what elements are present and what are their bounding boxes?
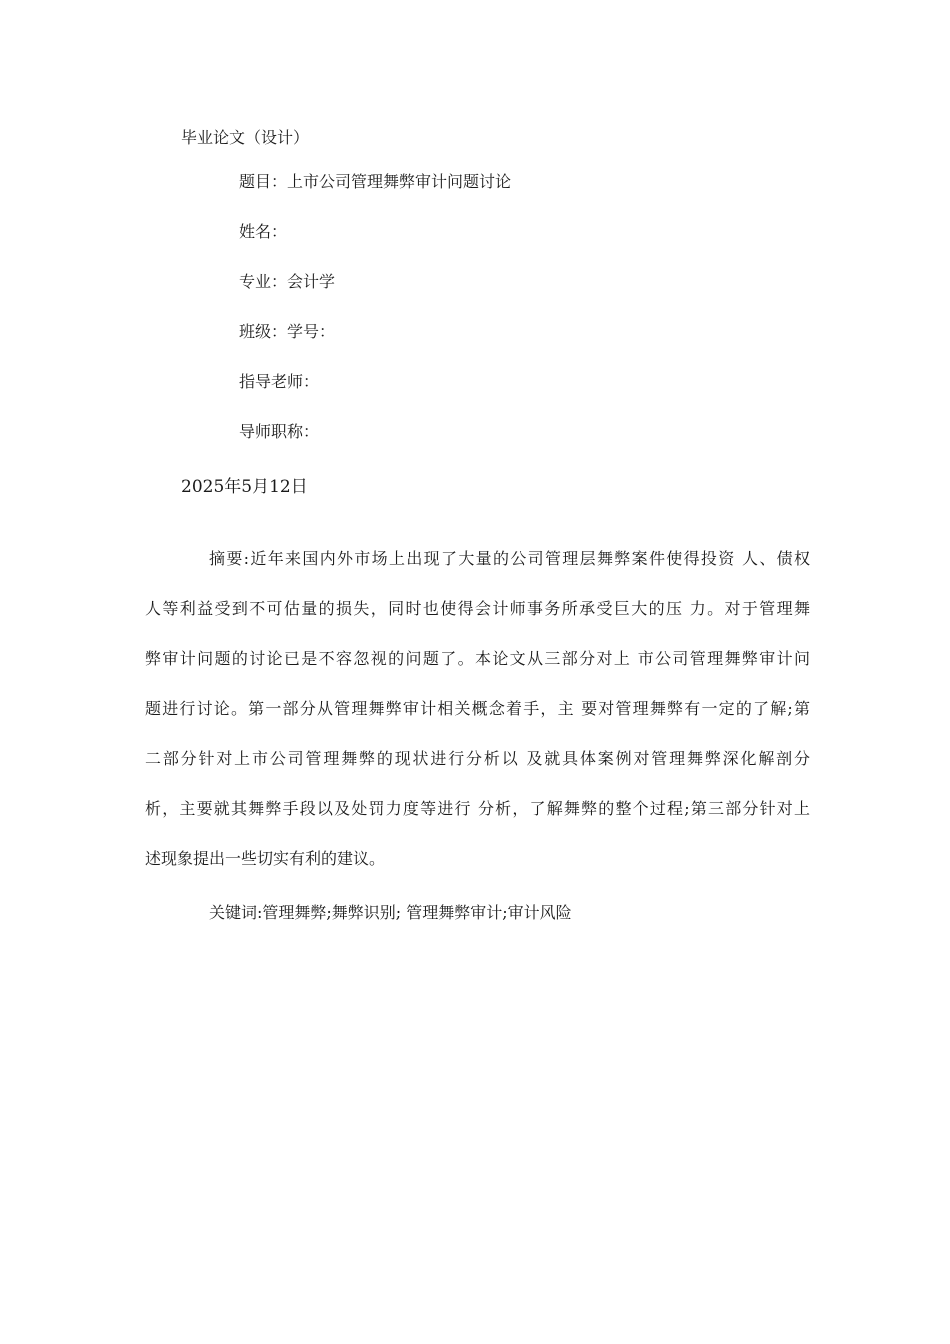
abstract-line: 析，主要就其舞弊手段以及处罚力度等进行 分析，了解舞弊的整个过程;第三部分针对上 <box>145 799 810 818</box>
advisor-rank-field: 导师职称： <box>239 422 320 441</box>
document-type: 毕业论文（设计） <box>181 128 310 147</box>
class-id-field: 班级：学号： <box>239 322 336 341</box>
thesis-title-field: 题目：上市公司管理舞弊审计问题讨论 <box>239 172 512 191</box>
abstract-line: 弊审计问题的讨论已是不容忽视的问题了。本论文从三部分对上 市公司管理舞弊审计问 <box>145 649 810 668</box>
student-name-field: 姓名： <box>239 222 288 241</box>
abstract-paragraph <box>145 543 810 893</box>
major-field: 专业：会计学 <box>239 272 336 291</box>
abstract-line: 人等利益受到不可估量的损失，同时也使得会计师事务所承受巨大的压 力。对于管理舞 <box>145 599 810 618</box>
abstract-line: 述现象提出一些切实有利的建议。 <box>145 849 386 868</box>
abstract-line: 题进行讨论。第一部分从管理舞弊审计相关概念着手，主 要对管理舞弊有一定的了解;第 <box>145 699 810 718</box>
submission-date: 2025年5月12日 <box>181 477 308 497</box>
advisor-field: 指导老师： <box>239 372 320 391</box>
abstract-line: 二部分针对上市公司管理舞弊的现状进行分析以 及就具体案例对管理舞弊深化解剖分 <box>145 749 810 768</box>
abstract-line: 摘要:近年来国内外市场上出现了大量的公司管理层舞弊案件使得投资 人、债权 <box>209 549 810 568</box>
keywords-line: 关键词:管理舞弊;舞弊识别; 管理舞弊审计;审计风险 <box>209 903 572 922</box>
